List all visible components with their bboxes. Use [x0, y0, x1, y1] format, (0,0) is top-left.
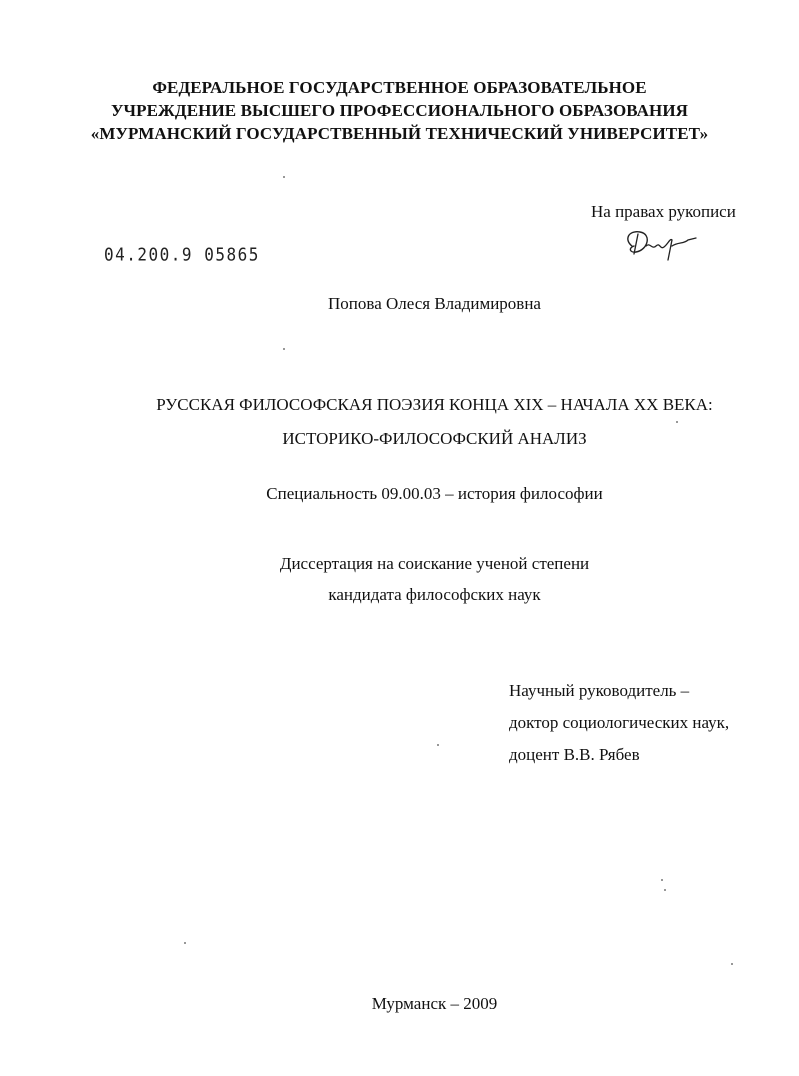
- city-year: Мурманск – 2009: [371, 994, 498, 1013]
- dissertation-title: [0, 388, 799, 456]
- degree-line-1: Диссертация на соискание ученой степени: [279, 554, 590, 573]
- registration-stamp: 04.200.9 05865: [104, 244, 260, 265]
- institution-line-1: ФЕДЕРАЛЬНОЕ ГОСУДАРСТВЕННОЕ ОБРАЗОВАТЕЛЬНОЕ: [152, 78, 647, 97]
- scan-speck: [437, 744, 439, 746]
- author-name: Попова Олеся Владимировна: [328, 294, 541, 313]
- title-line-1: РУССКАЯ ФИЛОСОФСКАЯ ПОЭЗИЯ КОНЦА XIX – НАЧАЛА XX ВЕКА:: [156, 395, 713, 414]
- manuscript-note: На правах рукописи: [591, 202, 736, 221]
- handwritten-signature: [622, 220, 702, 264]
- scan-speck: [661, 879, 663, 881]
- scan-speck: [283, 348, 285, 350]
- scan-speck: [283, 176, 285, 178]
- advisor-line-3: доцент В.В. Рябев: [509, 745, 640, 764]
- specialty: Специальность 09.00.03 – история философии: [266, 484, 603, 503]
- advisor-line-2: доктор социологических наук,: [509, 713, 730, 732]
- degree-line-2: кандидата философских наук: [328, 585, 541, 604]
- scan-speck: [664, 889, 666, 891]
- scan-speck: [676, 421, 678, 423]
- degree-statement: [0, 548, 799, 610]
- scan-speck: [184, 942, 186, 944]
- advisor-line-1: Научный руководитель –: [509, 681, 690, 700]
- title-line-2: ИСТОРИКО-ФИЛОСОФСКИЙ АНАЛИЗ: [282, 429, 587, 448]
- scan-speck: [731, 963, 733, 965]
- institution-line-2: УЧРЕЖДЕНИЕ ВЫСШЕГО ПРОФЕССИОНАЛЬНОГО ОБРАЗОВАНИЯ: [110, 101, 689, 120]
- institution-line-3: «МУРМАНСКИЙ ГОСУДАРСТВЕННЫЙ ТЕХНИЧЕСКИЙ УНИВЕРСИТЕТ»: [90, 124, 709, 143]
- institution-header: [0, 76, 799, 145]
- scientific-advisor: [509, 675, 729, 771]
